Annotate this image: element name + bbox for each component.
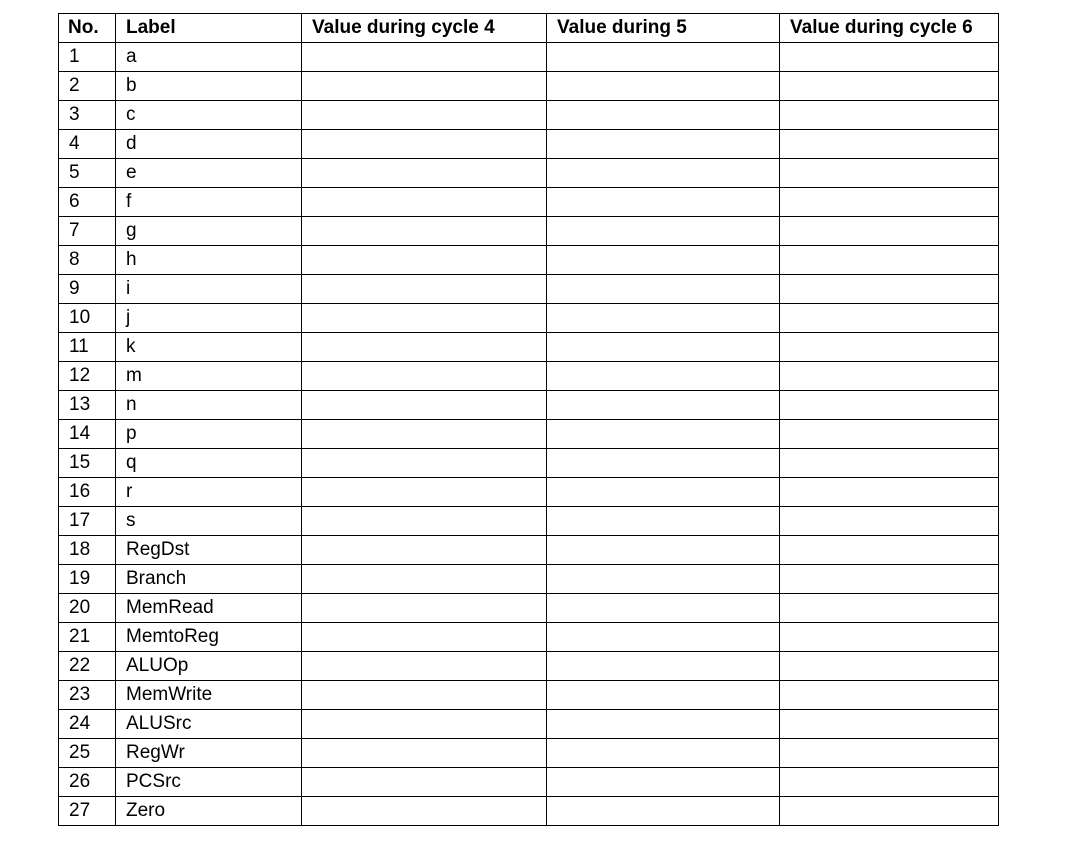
row-label: r — [116, 478, 302, 507]
row-label: d — [116, 130, 302, 159]
row-label: b — [116, 72, 302, 101]
row-label: i — [116, 275, 302, 304]
table-row — [59, 739, 999, 768]
row-number: 20 — [59, 594, 116, 623]
value-cell-cycle-5[interactable] — [547, 362, 780, 391]
value-cell-cycle-6[interactable] — [780, 652, 999, 681]
row-number: 15 — [59, 449, 116, 478]
value-cell-cycle-4[interactable] — [302, 565, 547, 594]
value-cell-cycle-4[interactable] — [302, 188, 547, 217]
table-row — [59, 246, 999, 275]
row-label: ALUSrc — [116, 710, 302, 739]
table-row — [59, 275, 999, 304]
value-cell-cycle-6[interactable] — [780, 681, 999, 710]
row-number: 24 — [59, 710, 116, 739]
table-row — [59, 43, 999, 72]
value-cell-cycle-5[interactable] — [547, 768, 780, 797]
header-cycle-4: Value during cycle 4 — [302, 14, 547, 43]
value-cell-cycle-4[interactable] — [302, 246, 547, 275]
row-label: g — [116, 217, 302, 246]
value-cell-cycle-5[interactable] — [547, 275, 780, 304]
value-cell-cycle-4[interactable] — [302, 362, 547, 391]
value-cell-cycle-5[interactable] — [547, 565, 780, 594]
value-cell-cycle-6[interactable] — [780, 72, 999, 101]
row-number: 10 — [59, 304, 116, 333]
value-cell-cycle-4[interactable] — [302, 159, 547, 188]
value-cell-cycle-6[interactable] — [780, 768, 999, 797]
table-row — [59, 362, 999, 391]
header-row — [59, 14, 999, 43]
value-cell-cycle-6[interactable] — [780, 507, 999, 536]
value-cell-cycle-6[interactable] — [780, 304, 999, 333]
value-cell-cycle-4[interactable] — [302, 710, 547, 739]
value-cell-cycle-6[interactable] — [780, 333, 999, 362]
row-label: ALUOp — [116, 652, 302, 681]
value-cell-cycle-6[interactable] — [780, 420, 999, 449]
table-row — [59, 217, 999, 246]
row-label: MemRead — [116, 594, 302, 623]
table-row — [59, 681, 999, 710]
row-label: h — [116, 246, 302, 275]
value-cell-cycle-5[interactable] — [547, 739, 780, 768]
row-number: 22 — [59, 652, 116, 681]
value-cell-cycle-5[interactable] — [547, 43, 780, 72]
row-number: 16 — [59, 478, 116, 507]
row-number: 26 — [59, 768, 116, 797]
value-cell-cycle-4[interactable] — [302, 101, 547, 130]
signal-values-table — [58, 13, 999, 826]
value-cell-cycle-5[interactable] — [547, 594, 780, 623]
value-cell-cycle-4[interactable] — [302, 420, 547, 449]
value-cell-cycle-6[interactable] — [780, 391, 999, 420]
table-row — [59, 710, 999, 739]
value-cell-cycle-6[interactable] — [780, 710, 999, 739]
row-number: 7 — [59, 217, 116, 246]
row-number: 13 — [59, 391, 116, 420]
value-cell-cycle-6[interactable] — [780, 797, 999, 826]
value-cell-cycle-6[interactable] — [780, 565, 999, 594]
value-cell-cycle-4[interactable] — [302, 449, 547, 478]
value-cell-cycle-4[interactable] — [302, 130, 547, 159]
value-cell-cycle-5[interactable] — [547, 101, 780, 130]
value-cell-cycle-4[interactable] — [302, 739, 547, 768]
header-cycle-6: Value during cycle 6 — [780, 14, 999, 43]
value-cell-cycle-6[interactable] — [780, 43, 999, 72]
table-row — [59, 130, 999, 159]
row-label: k — [116, 333, 302, 362]
value-cell-cycle-5[interactable] — [547, 72, 780, 101]
value-cell-cycle-6[interactable] — [780, 246, 999, 275]
row-label: m — [116, 362, 302, 391]
value-cell-cycle-6[interactable] — [780, 130, 999, 159]
value-cell-cycle-4[interactable] — [302, 536, 547, 565]
table-row — [59, 188, 999, 217]
row-label: PCSrc — [116, 768, 302, 797]
row-label: Zero — [116, 797, 302, 826]
row-label: f — [116, 188, 302, 217]
value-cell-cycle-5[interactable] — [547, 159, 780, 188]
value-cell-cycle-6[interactable] — [780, 159, 999, 188]
value-cell-cycle-4[interactable] — [302, 623, 547, 652]
value-cell-cycle-5[interactable] — [547, 333, 780, 362]
table-row — [59, 623, 999, 652]
row-number: 6 — [59, 188, 116, 217]
value-cell-cycle-6[interactable] — [780, 449, 999, 478]
row-number: 17 — [59, 507, 116, 536]
row-number: 12 — [59, 362, 116, 391]
row-number: 18 — [59, 536, 116, 565]
table-row — [59, 478, 999, 507]
value-cell-cycle-5[interactable] — [547, 130, 780, 159]
row-number: 27 — [59, 797, 116, 826]
value-cell-cycle-5[interactable] — [547, 217, 780, 246]
table-row — [59, 101, 999, 130]
value-cell-cycle-4[interactable] — [302, 275, 547, 304]
value-cell-cycle-5[interactable] — [547, 652, 780, 681]
row-number: 21 — [59, 623, 116, 652]
value-cell-cycle-4[interactable] — [302, 681, 547, 710]
table-row — [59, 565, 999, 594]
row-number: 11 — [59, 333, 116, 362]
row-number: 23 — [59, 681, 116, 710]
row-label: s — [116, 507, 302, 536]
value-cell-cycle-5[interactable] — [547, 536, 780, 565]
row-number: 2 — [59, 72, 116, 101]
value-cell-cycle-6[interactable] — [780, 362, 999, 391]
value-cell-cycle-5[interactable] — [547, 420, 780, 449]
value-cell-cycle-4[interactable] — [302, 507, 547, 536]
row-number: 8 — [59, 246, 116, 275]
table-row — [59, 768, 999, 797]
table-row — [59, 304, 999, 333]
value-cell-cycle-5[interactable] — [547, 623, 780, 652]
row-label: n — [116, 391, 302, 420]
value-cell-cycle-5[interactable] — [547, 681, 780, 710]
table-row — [59, 652, 999, 681]
row-label: a — [116, 43, 302, 72]
row-label: p — [116, 420, 302, 449]
table-header — [59, 14, 999, 43]
value-cell-cycle-5[interactable] — [547, 188, 780, 217]
value-cell-cycle-6[interactable] — [780, 217, 999, 246]
table-row — [59, 333, 999, 362]
table-row — [59, 391, 999, 420]
row-label: j — [116, 304, 302, 333]
row-number: 19 — [59, 565, 116, 594]
value-cell-cycle-6[interactable] — [780, 623, 999, 652]
value-cell-cycle-4[interactable] — [302, 594, 547, 623]
row-number: 25 — [59, 739, 116, 768]
table-row — [59, 507, 999, 536]
row-label: q — [116, 449, 302, 478]
value-cell-cycle-5[interactable] — [547, 478, 780, 507]
table-row — [59, 449, 999, 478]
value-cell-cycle-4[interactable] — [302, 333, 547, 362]
row-number: 5 — [59, 159, 116, 188]
value-cell-cycle-5[interactable] — [547, 304, 780, 333]
row-number: 14 — [59, 420, 116, 449]
value-cell-cycle-4[interactable] — [302, 43, 547, 72]
header-cycle-5: Value during 5 — [547, 14, 780, 43]
value-cell-cycle-6[interactable] — [780, 536, 999, 565]
row-label: RegDst — [116, 536, 302, 565]
value-cell-cycle-4[interactable] — [302, 217, 547, 246]
row-number: 3 — [59, 101, 116, 130]
row-label: c — [116, 101, 302, 130]
value-cell-cycle-4[interactable] — [302, 652, 547, 681]
value-cell-cycle-6[interactable] — [780, 101, 999, 130]
value-cell-cycle-5[interactable] — [547, 246, 780, 275]
row-label: e — [116, 159, 302, 188]
value-cell-cycle-6[interactable] — [780, 594, 999, 623]
row-number: 4 — [59, 130, 116, 159]
value-cell-cycle-4[interactable] — [302, 72, 547, 101]
row-label: Branch — [116, 565, 302, 594]
table-body — [59, 43, 999, 826]
table-row — [59, 797, 999, 826]
row-number: 1 — [59, 43, 116, 72]
row-label: MemWrite — [116, 681, 302, 710]
table-row — [59, 536, 999, 565]
header-label: Label — [116, 14, 302, 43]
value-cell-cycle-6[interactable] — [780, 478, 999, 507]
value-cell-cycle-6[interactable] — [780, 739, 999, 768]
value-cell-cycle-5[interactable] — [547, 391, 780, 420]
value-cell-cycle-5[interactable] — [547, 507, 780, 536]
value-cell-cycle-4[interactable] — [302, 391, 547, 420]
table-row — [59, 594, 999, 623]
row-label: RegWr — [116, 739, 302, 768]
value-cell-cycle-5[interactable] — [547, 710, 780, 739]
value-cell-cycle-6[interactable] — [780, 275, 999, 304]
row-number: 9 — [59, 275, 116, 304]
table-row — [59, 72, 999, 101]
value-cell-cycle-5[interactable] — [547, 449, 780, 478]
header-no: No. — [59, 14, 116, 43]
value-cell-cycle-6[interactable] — [780, 188, 999, 217]
value-cell-cycle-4[interactable] — [302, 304, 547, 333]
row-label: MemtoReg — [116, 623, 302, 652]
table-row — [59, 420, 999, 449]
value-cell-cycle-4[interactable] — [302, 478, 547, 507]
table-row — [59, 159, 999, 188]
value-cell-cycle-4[interactable] — [302, 797, 547, 826]
value-cell-cycle-4[interactable] — [302, 768, 547, 797]
value-cell-cycle-5[interactable] — [547, 797, 780, 826]
